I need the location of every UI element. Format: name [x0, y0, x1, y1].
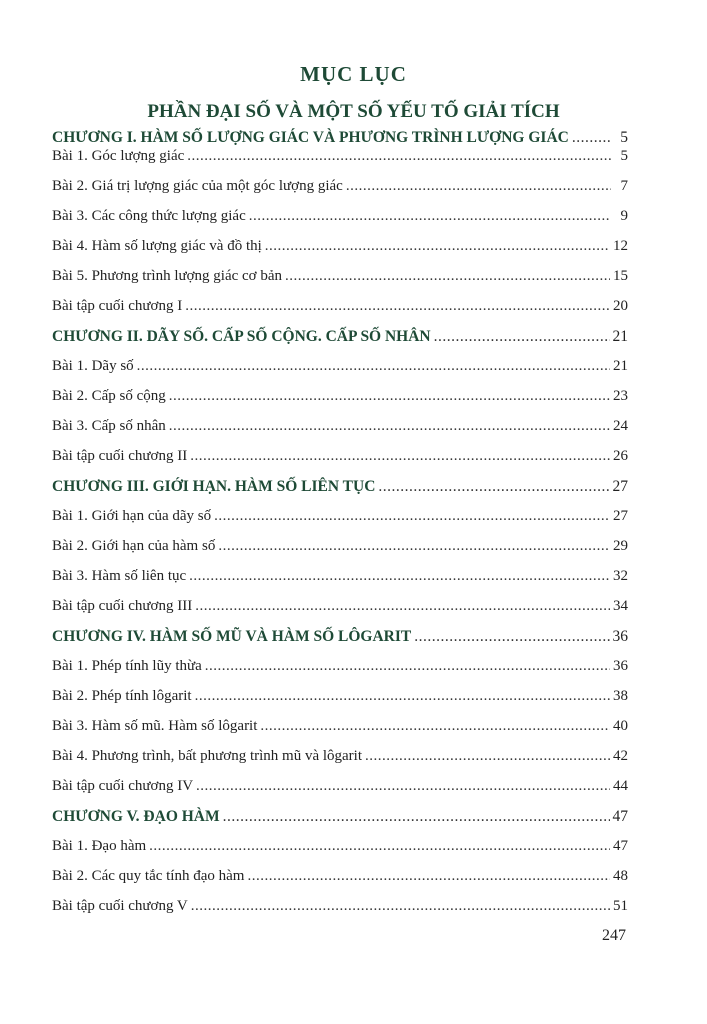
dot-leader — [205, 658, 610, 675]
toc-entry-page-number: 27 — [612, 478, 628, 495]
dot-leader — [195, 688, 610, 705]
dot-leader — [195, 598, 610, 615]
toc-lesson-entry[interactable] — [52, 268, 628, 290]
dot-leader — [260, 718, 610, 735]
toc-entry-page-number: 27 — [613, 508, 628, 524]
toc-entry-label: Bài 1. Đạo hàm — [52, 838, 147, 854]
toc-entry-page-number: 7 — [620, 178, 628, 194]
toc-lesson-entry[interactable] — [52, 898, 628, 920]
toc-entry-page-number: 36 — [613, 658, 628, 674]
part-heading: PHẦN ĐẠI SỐ VÀ MỘT SỐ YẾU TỐ GIẢI TÍCH — [147, 101, 560, 122]
toc-entry-label: Bài 1. Giới hạn của dãy số — [52, 508, 212, 524]
toc-entry-label: Bài tập cuối chương III — [52, 598, 193, 614]
toc-entry-page-number: 47 — [612, 808, 628, 825]
dot-leader — [196, 778, 610, 795]
toc-lesson-entry[interactable] — [52, 838, 628, 860]
dot-leader — [434, 328, 610, 346]
toc-lesson-entry[interactable] — [52, 448, 628, 470]
toc-entry-label: CHƯƠNG V. ĐẠO HÀM — [52, 808, 220, 825]
toc-entry-page-number: 26 — [613, 448, 628, 464]
dot-leader — [223, 808, 610, 826]
dot-leader — [185, 298, 610, 315]
toc-lesson-entry[interactable] — [52, 238, 628, 260]
toc-entry-label: Bài 1. Dãy số — [52, 358, 134, 374]
toc-lesson-entry[interactable] — [52, 208, 628, 230]
toc-entry-page-number: 20 — [613, 298, 628, 314]
toc-entry-page-number: 51 — [613, 898, 628, 914]
toc-chapter-entry[interactable] — [52, 628, 628, 650]
page-number: 247 — [602, 927, 626, 944]
toc-lesson-entry[interactable] — [52, 358, 628, 380]
dot-leader — [189, 568, 610, 585]
dot-leader — [265, 238, 610, 255]
dot-leader — [218, 538, 610, 555]
toc-lesson-entry[interactable] — [52, 388, 628, 410]
toc-entry-page-number: 38 — [613, 688, 628, 704]
toc-chapter-entry[interactable] — [52, 808, 628, 830]
toc-entry-label: Bài 2. Giá trị lượng giác của một góc lượng giác — [52, 178, 343, 194]
toc-entry-label: Bài 1. Phép tính lũy thừa — [52, 658, 202, 674]
toc-entry-label: CHƯƠNG II. DÃY SỐ. CẤP SỐ CỘNG. CẤP SỐ NHÂN — [52, 328, 431, 345]
toc-entry-label: Bài 1. Góc lượng giác — [52, 148, 185, 164]
toc-lesson-entry[interactable] — [52, 148, 628, 170]
toc-entry-page-number: 47 — [613, 838, 628, 854]
toc-entry-page-number: 23 — [613, 388, 628, 404]
dot-leader — [191, 898, 610, 915]
toc-lesson-entry[interactable] — [52, 538, 628, 560]
toc-entry-label: Bài tập cuối chương V — [52, 898, 188, 914]
dot-leader — [137, 358, 610, 375]
toc-chapter-entry[interactable] — [52, 328, 628, 350]
toc-lesson-entry[interactable] — [52, 688, 628, 710]
toc-entry-page-number: 32 — [613, 568, 628, 584]
toc-entry-page-number: 42 — [613, 748, 628, 764]
toc-lesson-entry[interactable] — [52, 598, 628, 620]
toc-lesson-entry[interactable] — [52, 868, 628, 890]
dot-leader — [285, 268, 610, 285]
dot-leader — [247, 868, 610, 885]
toc-entry-page-number: 24 — [613, 418, 628, 434]
toc-entry-page-number: 12 — [613, 238, 628, 254]
dot-leader — [346, 178, 611, 195]
toc-chapter-entry[interactable] — [52, 478, 628, 500]
toc-lesson-entry[interactable] — [52, 298, 628, 320]
toc-entry-label: Bài 3. Hàm số liên tục — [52, 568, 187, 584]
toc-entry-page-number: 40 — [613, 718, 628, 734]
dot-leader — [214, 508, 610, 525]
toc-entry-label: Bài 2. Phép tính lôgarit — [52, 688, 192, 704]
toc-entry-label: CHƯƠNG IV. HÀM SỐ MŨ VÀ HÀM SỐ LÔGARIT — [52, 628, 412, 645]
toc-lesson-entry[interactable] — [52, 718, 628, 740]
toc-entry-label: CHƯƠNG III. GIỚI HẠN. HÀM SỐ LIÊN TỤC — [52, 478, 376, 495]
toc-entry-page-number: 34 — [613, 598, 628, 614]
dot-leader — [249, 208, 611, 225]
dot-leader — [169, 388, 610, 405]
dot-leader — [572, 129, 611, 147]
dot-leader — [190, 448, 610, 465]
toc-lesson-entry[interactable] — [52, 418, 628, 440]
toc-entry-label: Bài 4. Hàm số lượng giác và đồ thị — [52, 238, 262, 254]
toc-entry-label: Bài 3. Hàm số mũ. Hàm số lôgarit — [52, 718, 258, 734]
toc-lesson-entry[interactable] — [52, 568, 628, 590]
toc-entry-page-number: 9 — [620, 208, 628, 224]
toc-entry-label: Bài 3. Cấp số nhân — [52, 418, 166, 434]
toc-entry-label: Bài 3. Các công thức lượng giác — [52, 208, 246, 224]
toc-entry-label: Bài 2. Giới hạn của hàm số — [52, 538, 216, 554]
toc-entry-label: Bài 4. Phương trình, bất phương trình mũ và lôgarit — [52, 748, 363, 764]
dot-leader — [365, 748, 610, 765]
toc-lesson-entry[interactable] — [52, 508, 628, 530]
dot-leader — [378, 478, 609, 496]
toc-entry-label: Bài 2. Các quy tắc tính đạo hàm — [52, 868, 245, 884]
page-title: MỤC LỤC — [300, 62, 407, 86]
toc-entry-page-number: 15 — [613, 268, 628, 284]
toc-entry-page-number: 5 — [620, 129, 628, 146]
toc-entry-page-number: 44 — [613, 778, 628, 794]
toc-entry-page-number: 36 — [612, 628, 628, 645]
toc-entry-page-number: 21 — [613, 358, 628, 374]
toc-entry-label: CHƯƠNG I. HÀM SỐ LƯỢNG GIÁC VÀ PHƯƠNG TRÌNH LƯỢNG GIÁC — [52, 129, 569, 146]
toc-entry-label: Bài tập cuối chương I — [52, 298, 183, 314]
toc-entry-page-number: 5 — [620, 148, 628, 164]
dot-leader — [414, 628, 609, 646]
toc-entry-page-number: 29 — [613, 538, 628, 554]
toc-entry-page-number: 48 — [613, 868, 628, 884]
dot-leader — [169, 418, 610, 435]
toc-lesson-entry[interactable] — [52, 178, 628, 200]
toc-lesson-entry[interactable] — [52, 778, 628, 800]
toc-entry-label: Bài 2. Cấp số cộng — [52, 388, 166, 404]
toc-entry-label: Bài 5. Phương trình lượng giác cơ bản — [52, 268, 283, 284]
toc-lesson-entry[interactable] — [52, 658, 628, 680]
toc-entry-label: Bài tập cuối chương IV — [52, 778, 194, 794]
dot-leader — [187, 148, 611, 165]
toc-entry-label: Bài tập cuối chương II — [52, 448, 188, 464]
toc-lesson-entry[interactable] — [52, 748, 628, 770]
toc-entry-page-number: 21 — [612, 328, 628, 345]
dot-leader — [149, 838, 610, 855]
